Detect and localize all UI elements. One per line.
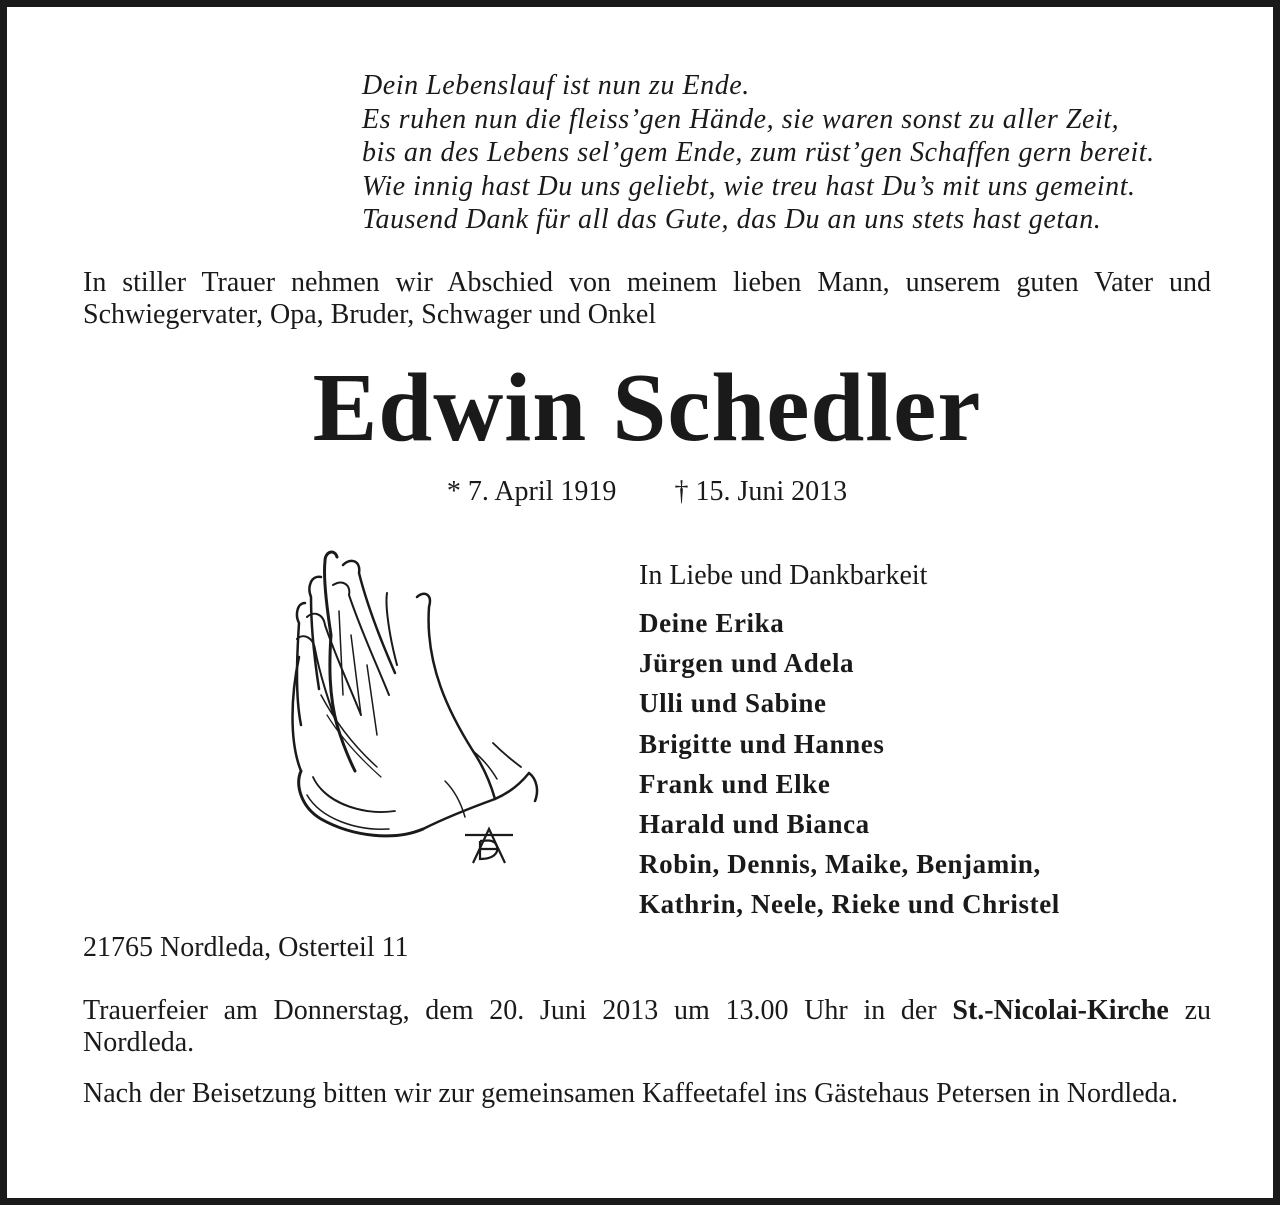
poem (362, 69, 1252, 237)
deceased-name: Edwin Schedler (312, 354, 982, 461)
death-date: † 15. Juni 2013 (674, 476, 848, 507)
life-dates (7, 475, 1280, 509)
funeral-text-after: zu Nordleda. (83, 995, 1211, 1058)
birth-date: * 7. April 1919 (446, 476, 617, 507)
church-name: St.-Nicolai-Kirche (952, 995, 1169, 1026)
poem-line: Tausend Dank für all das Gute, das Du an uns stets hast getan. (362, 204, 1102, 236)
poem-line: bis an des Lebens sel’gem Ende, zum rüst’gen Schaffen gern bereit. (362, 137, 1155, 169)
family-signature (639, 558, 1259, 925)
family-member: Deine Erika (639, 608, 785, 638)
family-member: Jürgen und Adela (639, 648, 855, 679)
family-member: Ulli und Sabine (639, 688, 827, 719)
poem-line: Wie innig hast Du uns geliebt, wie treu hast Du’s mit uns gemeint. (362, 170, 1136, 202)
family-member: Robin, Dennis, Maike, Benjamin, (639, 849, 1041, 880)
intro-text: In stiller Trauer nehmen wir Abschied von meinem lieben Mann, unserem guten Vater und Schwiegervater, Opa, Bruder, Schwager und Onkel (83, 267, 1211, 330)
funeral-notice (83, 995, 1211, 1059)
poem-line: Es ruhen nun die fleiss’gen Hände, sie waren sonst zu aller Zeit, (362, 103, 1120, 135)
praying-hands-icon (277, 545, 547, 867)
family-member: Harald und Bianca (639, 809, 870, 840)
family-member: Kathrin, Neele, Rieke und Christel (639, 889, 1060, 920)
funeral-text-before: Trauerfeier am Donnerstag, dem 20. Juni 2013 um 13.00 Uhr in der (83, 995, 953, 1026)
poem-line: Dein Lebenslauf ist nun zu Ende. (362, 70, 750, 101)
address: 21765 Nordleda, Osterteil 11 (83, 932, 409, 963)
family-member: Brigitte und Hannes (639, 728, 885, 759)
reception-notice: Nach der Beisetzung bitten wir zur gemeinsamen Kaffeetafel ins Gästehaus Petersen in Nordleda. (83, 1078, 1178, 1109)
family-member: Frank und Elke (639, 768, 831, 799)
family-intro: In Liebe und Dankbarkeit (639, 560, 928, 591)
